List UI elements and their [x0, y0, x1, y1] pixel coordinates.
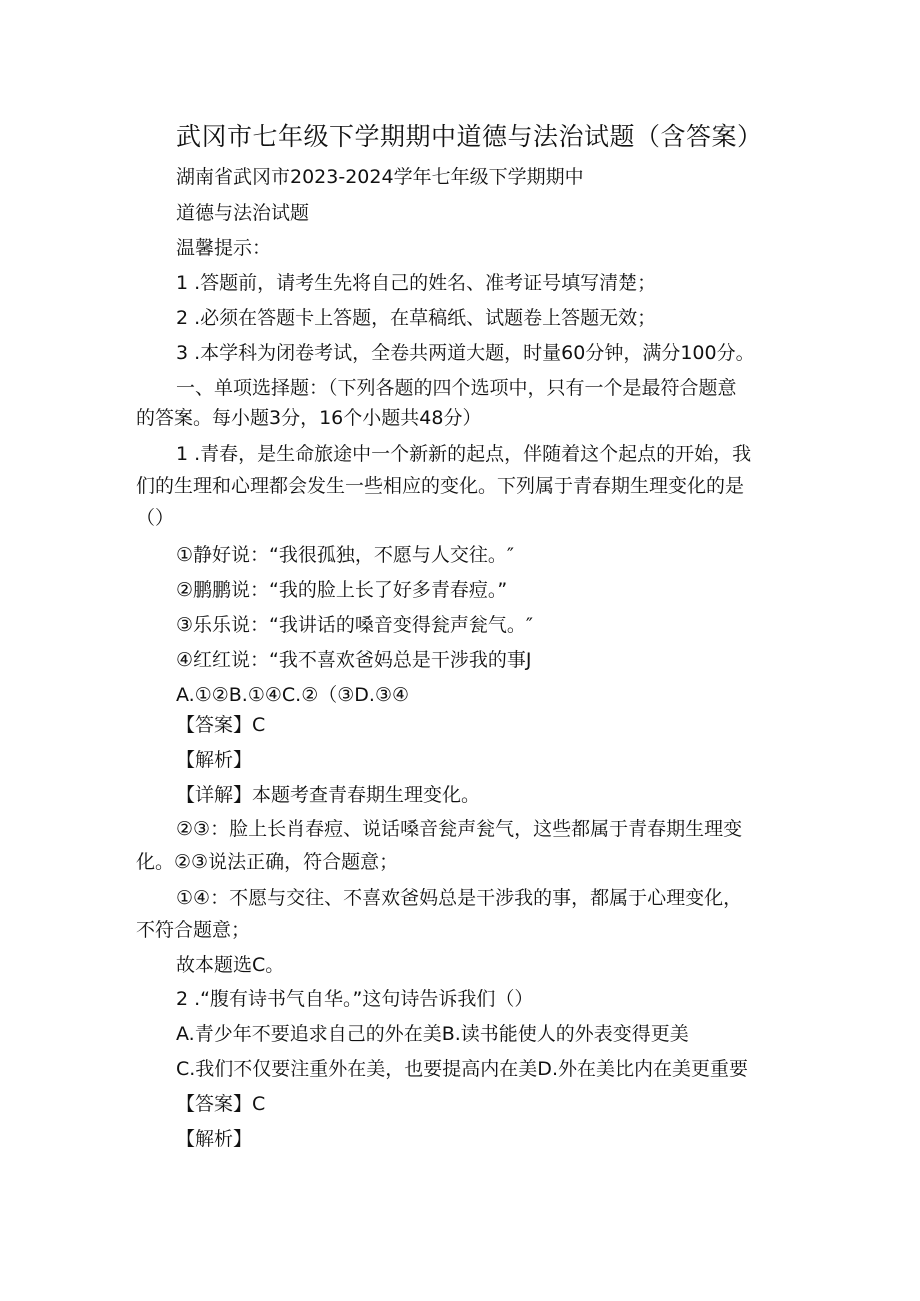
- document-subtitle: 湖南省武冈市2023-2024学年七年级下学期期中: [176, 166, 584, 188]
- question-1-explanation-continued: 化。②③说法正确，符合题意；: [136, 851, 399, 873]
- question-1-explanation-continued: 不符合题意；: [136, 919, 251, 941]
- question-2-options: A.青少年不要追求自己的外在美B.读书能使人的外表变得更美: [176, 1023, 689, 1045]
- question-1-stem: 1 .青春，是生命旅途中一个新新的起点，伴随着这个起点的开始，我: [176, 443, 752, 465]
- question-1-conclusion: 故本题选C。: [176, 954, 285, 976]
- question-1-explanation: ①④：不愿与交往、不喜欢爸妈总是干涉我的事，都属于心理变化，: [176, 887, 743, 909]
- question-1-analysis-label: 【解析】: [176, 749, 253, 771]
- question-2-stem: 2 .“腹有诗书气自华。”这句诗告诉我们（）: [176, 988, 534, 1010]
- question-2-answer: 【答案】C: [176, 1093, 266, 1115]
- question-1-explanation: ②③：脸上长肖春痘、说话嗓音瓮声瓮气，这些都属于青春期生理变: [176, 818, 743, 840]
- question-1-stem-continued: 们的生理和心理都会发生一些相应的变化。下列属于青春期生理变化的是: [136, 475, 745, 497]
- statement-item: ①静好说：“我很孤独，不愿与人交往。″: [176, 544, 514, 566]
- question-2-options: C.我们不仅要注重外在美，也要提高内在美D.外在美比内在美更重要: [176, 1058, 748, 1080]
- section-heading: 一、单项选择题：（下列各题的四个选项中，只有一个是最符合题意: [176, 377, 737, 399]
- document-title: 武冈市七年级下学期期中道德与法治试题（含答案）: [176, 122, 763, 151]
- tip-item: 1 .答题前，请考生先将自己的姓名、准考证号填写清楚；: [176, 272, 657, 294]
- question-1-answer: 【答案】C: [176, 714, 266, 736]
- tips-heading: 温馨提示：: [176, 237, 272, 259]
- question-1-answer-blank: （）: [136, 507, 175, 529]
- document-subject: 道德与法治试题: [176, 202, 310, 224]
- section-heading-continued: 的答案。每小题3分，16个小题共48分）: [136, 407, 482, 429]
- statement-item: ③乐乐说：“我讲话的嗓音变得瓮声瓮气。″: [176, 614, 533, 636]
- statement-item: ②鹏鹏说：“我的脸上长了好多青春痘。”: [176, 579, 508, 601]
- question-1-options: A.①②B.①④C.②（③D.③④: [176, 684, 410, 706]
- question-2-analysis-label: 【解析】: [176, 1128, 253, 1150]
- tip-item: 2 .必须在答题卡上答题，在草稿纸、试题卷上答题无效；: [176, 307, 657, 329]
- question-1-detail: 【详解】本题考查青春期生理变化。: [176, 784, 481, 806]
- statement-item: ④红红说：“我不喜欢爸妈总是干涉我的事J: [176, 649, 532, 671]
- tip-item: 3 .本学科为闭卷考试，全卷共两道大题，时量60分钟，满分100分。: [176, 342, 755, 364]
